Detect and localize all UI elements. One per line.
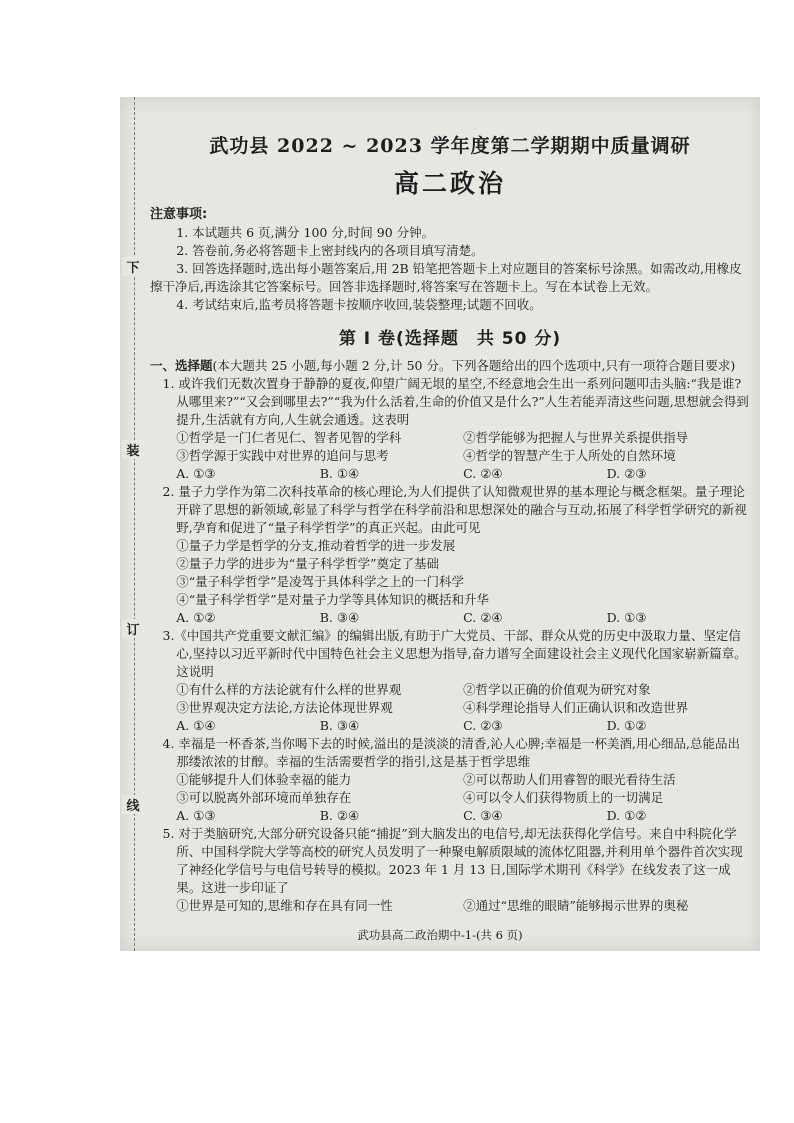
statement: ②量子力学的进步为“量子科学哲学”奠定了基础	[176, 556, 440, 571]
answer-option: C. ②③	[463, 718, 503, 733]
answer-option: D. ①②	[606, 808, 647, 823]
binding-mark-xian: 线	[122, 795, 144, 814]
answer-options	[150, 807, 750, 825]
statement: ③“量子科学哲学”是凌驾于具体科学之上的一门科学	[176, 574, 465, 589]
statement: ①有什么样的方法论就有什么样的世界观	[176, 682, 402, 697]
statement-grid	[150, 681, 750, 717]
answer-options	[150, 609, 750, 627]
exam-page	[120, 97, 760, 951]
note-item: 3. 回答选择题时,选出每小题答案后,用 2B 铅笔把答题卡上对应题目的答案标号涂黑。如需改动,用橡皮擦干净后,再选涂其它答案标号。回答非选择题时,将答案写在答题卡上。写在本试卷上无效。	[150, 261, 742, 294]
statement: ④可以令人们获得物质上的一切满足	[463, 790, 664, 805]
section-label: 一、选择题	[150, 358, 213, 373]
answer-option: C. ②④	[463, 610, 503, 625]
answer-option: B. ②④	[319, 808, 360, 823]
statement: ②哲学以正确的价值观为研究对象	[463, 682, 651, 697]
notes-block	[150, 206, 750, 314]
answer-option: A. ①②	[176, 610, 216, 625]
answer-options	[150, 717, 750, 735]
statement: ④科学理论指导人们正确认识和改造世界	[463, 700, 689, 715]
statement: ②通过“思维的眼睛”能够揭示世界的奥秘	[463, 898, 689, 913]
statement: ①量子力学是哲学的分支,推动着哲学的进一步发展	[176, 538, 456, 553]
question-4	[150, 735, 750, 825]
answer-option: D. ②③	[606, 466, 647, 481]
statement: ③可以脱离外部环境而单独存在	[176, 790, 352, 805]
question-1	[150, 375, 750, 483]
question-stem: 1. 或许我们无数次置身于静静的夏夜,仰望广阔无垠的星空,不经意地会生出一系列问题叩击头脑:“我是谁?从哪里来?”“又会到哪里去?”“我为什么活着,生命的价值又是什么?”人生若能弄清这些问题,思想就会得到提升,生活就有方向,人生就会通透。这表明	[162, 376, 749, 427]
exam-title: 武功县 2022 ~ 2023 学年度第二学期期中质量调研	[209, 135, 691, 157]
question-5	[150, 825, 750, 915]
part-title: 第 Ⅰ 卷(选择题 共 50 分)	[338, 329, 562, 349]
question-stem: 4. 幸福是一杯香茶,当你喝下去的时候,溢出的是淡淡的清香,沁人心脾;幸福是一杯美酒,用心细品,总能品出那缕浓浓的甘醇。幸福的生活需要哲学的指引,这是基于哲学思维	[162, 736, 740, 769]
subject-title: 高二政治	[393, 169, 506, 198]
statement: ①世界是可知的,思维和存在具有同一性	[176, 898, 393, 913]
answer-option: A. ①③	[176, 808, 216, 823]
answer-option: A. ①③	[176, 466, 216, 481]
question-2	[150, 483, 750, 627]
answer-option: D. ①③	[606, 610, 647, 625]
question-3	[150, 627, 750, 735]
page-footer: 武功县高二政治期中-1-(共 6 页)	[357, 928, 523, 942]
statement: ④哲学的智慧产生于人所处的自然环境	[463, 448, 676, 463]
notes-heading: 注意事项:	[150, 207, 208, 222]
section-desc: (本大题共 25 小题,每小题 2 分,计 50 分。下列各题给出的四个选项中,只有一项符合题目要求)	[212, 358, 736, 373]
question-stem: 5. 对于类脑研究,大部分研究设备只能“捕捉”到大脑发出的电信号,却无法获得化学信号。来自中科院化学所、中国科学院大学等高校的研究人员发明了一种聚电解质限域的流体忆阻器,并利用单个器件首次实现了神经化学信号与电信号转导的模拟。2023 年 1 月 13 日,国际学术期刊《科学》在线发表了这一成果。这进一步印证了	[162, 826, 743, 895]
note-item: 4. 考试结束后,监考员将答题卡按顺序收回,装袋整理;试题不回收。	[176, 297, 542, 312]
statement: ④“量子科学哲学”是对量子力学等具体知识的概括和升华	[176, 592, 490, 607]
statement-grid	[150, 429, 750, 465]
section-header	[150, 357, 750, 375]
answer-option: C. ③④	[463, 808, 503, 823]
question-stem: 2. 量子力学作为第二次科技革命的核心理论,为人们提供了认知微观世界的基本理论与概念框架。量子理论开辟了思想的新领域,彰显了科学与哲学在科学前沿和思想深处的融合与互动,拓展了科学哲学研究的新视野,孕育和促进了“量子科学哲学”的真正兴起。由此可见	[162, 484, 747, 535]
binding-mark-xia: 下	[122, 257, 144, 276]
statement: ①能够提升人们体验幸福的能力	[176, 772, 352, 787]
answer-option: B. ③④	[319, 718, 360, 733]
answer-option: C. ②④	[463, 466, 503, 481]
statement: ②可以帮助人们用睿智的眼光看待生活	[463, 772, 676, 787]
statement: ③哲学源于实践中对世界的追问与思考	[176, 448, 389, 463]
binding-mark-zhuang: 装	[122, 440, 144, 459]
statement-grid	[150, 897, 750, 915]
answer-option: B. ①④	[319, 466, 360, 481]
statement: ①哲学是一门仁者见仁、智者见智的学科	[176, 430, 402, 445]
note-item: 1. 本试题共 6 页,满分 100 分,时间 90 分钟。	[176, 225, 435, 240]
binding-line	[120, 97, 148, 951]
statement-grid	[150, 771, 750, 807]
statement: ③世界观决定方法论,方法论体现世界观	[176, 700, 393, 715]
answer-option: D. ①②	[606, 718, 647, 733]
statement: ②哲学能够为把握人与世界关系提供指导	[463, 430, 689, 445]
note-item: 2. 答卷前,务必将答题卡上密封线内的各项目填写清楚。	[176, 243, 484, 258]
question-list	[150, 375, 750, 915]
binding-dashed-rule	[134, 97, 135, 951]
answer-option: B. ③④	[319, 610, 360, 625]
binding-mark-ding: 订	[122, 619, 144, 638]
question-stem: 3.《中国共产党重要文献汇编》的编辑出版,有助于广大党员、干部、群众从党的历史中汲取力量、坚定信心,坚持以习近平新时代中国特色社会主义思想为指导,奋力谱写全面建设社会主义现代化国家崭新篇章。这说明	[162, 628, 747, 679]
exam-content	[150, 131, 750, 915]
answer-option: A. ①④	[176, 718, 216, 733]
answer-options	[150, 465, 750, 483]
